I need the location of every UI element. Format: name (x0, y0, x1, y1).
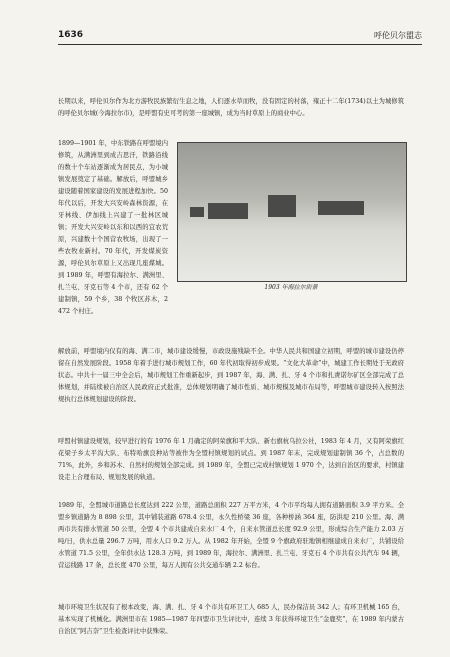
paragraph-urban-planning: 解放前，呼盟境内仅有的海、满二市，城市建设缓慢，市政设施残缺不全。中华人民共和国建立初期，呼盟的城市建设仍停留在自然发展阶段。1958 年着手进行城市规划工作，60 年代初取得初步成果。“文化大革命”中，城建工作长期处于无政府状态。中共十一届三中全会后，城市规划工作重新起步，到 1987 年，海、满、扎、牙 4 个市和扎赉诺尔矿区全部完成了总体规划，并陆续被自治区人民政府正式批准，总体规划明确了城市性质、城市规模及城市布局等，呼盟城市建设转入按照法规执行总体规划建设的阶段。 (58, 348, 404, 403)
paragraph-history-wrap (58, 138, 168, 315)
photo-building (190, 207, 204, 217)
paragraph-history-cont (58, 294, 404, 332)
paragraph-history: 1899—1901 年，中东铁路在呼盟境内修筑，从满洲里到成吉思汗，铁路沿线的数十个车站逐渐成为居民点，为小城镇发展奠定了基础。解放后，呼盟城乡建设随着国家建设的发展进程加快。50 年代以后，开发大兴安岭森林资源，在牙林线、伊加线上兴建了一批林区城镇；开发大兴安岭以东和以西的宜农荒原，兴建数十个国营农牧场，出现了一些农牧业新村。70 年代，开发煤炭资源，呼伦贝尔草原上又出现几座煤城。到 1989 年，呼盟有海拉尔、满洲里、扎兰屯、牙克石等 4 个市，还有 62 个建制镇，59 个乡，38 个牧区苏木，2 472 个村庄。 (58, 140, 168, 315)
running-title: 呼伦贝尔盟志 (374, 31, 422, 40)
paragraph-infrastructure: 1989 年，全盟城市道路总长度达到 222 公里，道路总面积 227 万平方米，4 个市平均每人拥有道路面积 3.9 平方米。全盟乡镇道路为 8 898 公里，其中铺装道路 678.4 公里，永久性桥梁 36 座，各种桥涵 364 座，防洪堤 210 公里。海、满两市共有排水管道 50 公里，全盟 4 个市共建成自来水厂 4 个，自来水管道总长度 92.9 公里，形成综合生产能力 2.03 万吨/日，供水总量 296.7 万吨，用水人口 9.2 万人。从 1982 年开始，全盟 9 个旗政府驻地镇相继建成自来水厂，共铺设给水管道 71.5 公里，全年供水达 128.3 万吨，到 1989 年，海拉尔、满洲里、扎兰屯、牙克石 4 个市共有公共汽车 94 辆，营运线路 17 条，总长度 470 公里，每万人拥有公共交通车辆 2.2 标台。 (58, 502, 404, 569)
photo-caption: 1903 年海拉尔街景 (264, 284, 318, 291)
photo-building (268, 195, 296, 217)
photo-building (208, 203, 248, 219)
photo-building (318, 201, 364, 215)
paragraph-intro: 长期以来，呼伦贝尔作为北方游牧民族繁衍生息之地，人们逐水草而牧，没有固定的村落，雍正十二年(1734)以土为城修筑的呼伦贝尔城(今海拉尔市)，是呼盟有史可考的第一座城镇，成为当时草原上的商业中心。 (58, 98, 404, 117)
paragraph-village-planning: 呼盟村镇建设规划，较早进行的有 1976 年 1 月确定的阿荣旗和平大队、新右旗杭乌拉公社，1983 年 4 月，又有阿荣旗红花梁子乡太平沟大队、布特哈旗良种站等被作为全盟村镇规划的试点。到 1987 年末，完成规划建制镇 36 个，占总数的 71%，此外，乡和苏木、自然村的规划全部完成。到 1989 年，全盟已完成村镇规划 1 970 个，达到自治区的要求，村镇建设走上合理布局、规划发展的轨道。 (58, 438, 404, 481)
paragraph-sanitation: 城市环境卫生状况有了根本改变，海、满、扎、牙 4 个市共有环卫工人 685 人，民办保洁员 342 人；有环卫机械 165 台，基本实现了机械化。满洲里市在 1985—1987 年四盟市卫生评比中，连续 3 年获得环境卫生“金鹿奖”，在 1989 年内蒙古自治区“阿吉奈”卫生检查评比中获殊荣。 (58, 604, 404, 635)
page-number: 1636 (58, 30, 84, 40)
page-header (58, 30, 422, 45)
historic-street-photo (177, 142, 407, 282)
